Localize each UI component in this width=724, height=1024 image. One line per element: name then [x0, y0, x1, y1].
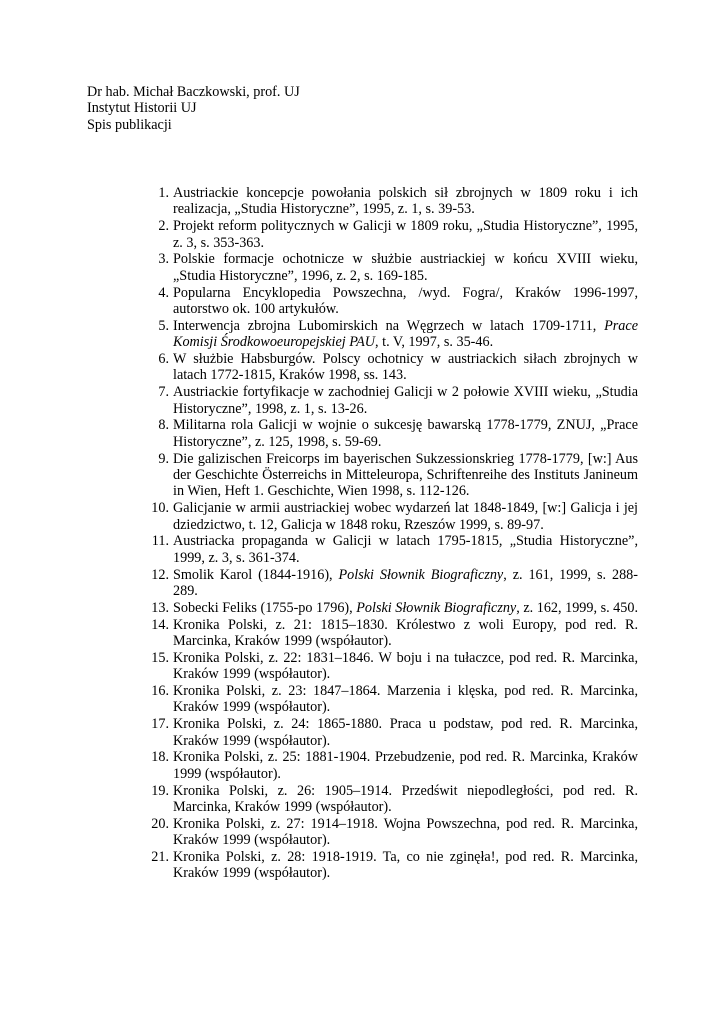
publication-number: 11.	[151, 533, 169, 550]
publication-text	[173, 716, 638, 748]
publication-text-segment: Militarna rola Galicji w wojnie o sukcesję bawarską 1778-1779, ZNUJ, „Prace Historyczne”, z. 125, 1998, s. 59-69.	[173, 417, 638, 450]
publication-text	[173, 849, 638, 881]
publication-text	[173, 351, 638, 383]
publication-number: 8.	[158, 417, 169, 434]
publication-number: 5.	[158, 317, 169, 334]
publication-text-segment: Austriackie koncepcje powołania polskich sił zbrojnych w 1809 roku i ich realizacja, „Studia Historyczne”, 1995, z. 1, s. 39-53.	[173, 185, 638, 218]
publication-item	[147, 500, 638, 533]
publication-text	[173, 384, 638, 416]
publication-text	[173, 617, 638, 649]
publication-text-segment: Interwencja zbrojna Lubomirskich na Węgrzech w latach 1709-1711,	[173, 317, 605, 334]
publication-item	[147, 816, 638, 849]
publication-number: 19.	[151, 782, 169, 799]
publication-text-segment: Kronika Polski, z. 28: 1918-1919. Ta, co nie zginęła!, pod red. R. Marcinka, Kraków 1999 (współautor).	[173, 849, 638, 882]
publication-text	[173, 285, 638, 317]
publication-number: 20.	[151, 815, 169, 832]
publication-text-segment: , z. 161, 1999, s. 288-289.	[173, 566, 639, 600]
publication-text-segment: Kronika Polski, z. 26: 1905–1914. Przedświt niepodległości, pod red. R. Marcinka, Kraków 1999 (współautor).	[173, 782, 638, 816]
publication-number: 6.	[158, 351, 169, 368]
publication-text-segment: Austriackie fortyfikacje w zachodniej Galicji w 2 połowie XVIII wieku, „Studia Historyczne”, 1998, z. 1, s. 13-26.	[173, 384, 638, 417]
publication-number: 21.	[151, 849, 169, 866]
publication-item	[147, 617, 638, 650]
publication-text	[173, 185, 638, 217]
publication-number: 12.	[151, 566, 169, 583]
publication-text-segment: Sobecki Feliks (1755-po 1796),	[173, 599, 357, 616]
publication-number: 4.	[158, 284, 169, 301]
publication-text-segment: Kronika Polski, z. 23: 1847–1864. Marzenia i klęska, pod red. R. Marcinka, Kraków 1999 (współautor).	[173, 683, 638, 716]
publication-item	[147, 185, 638, 218]
institute-name: Instytut Historii UJ	[87, 100, 197, 117]
publication-number: 3.	[158, 251, 169, 268]
publication-text	[173, 417, 638, 449]
publication-item	[147, 849, 638, 882]
publication-text	[173, 318, 638, 350]
publication-text	[173, 683, 638, 715]
publication-number: 13.	[151, 599, 169, 616]
publication-text	[173, 500, 638, 532]
publication-text	[173, 600, 638, 616]
publication-item	[147, 650, 638, 683]
publication-item	[147, 600, 638, 616]
publication-list	[147, 185, 638, 882]
publication-text-segment: Smolik Karol (1844-1916),	[173, 566, 339, 583]
document-header	[87, 84, 300, 133]
publication-text	[173, 816, 638, 848]
publication-number: 14.	[151, 616, 169, 633]
publication-item	[147, 251, 638, 284]
publication-number: 1.	[158, 185, 169, 201]
publication-text	[173, 218, 638, 250]
publication-text-segment: Galicjanie w armii austriackiej wobec wydarzeń lat 1848-1849, [w:] Galicja i jej dziedzictwo, t. 12, Galicja w 1848 roku, Rzeszów 1999, s. 89-97.	[173, 500, 638, 533]
publication-title-italic: Polski Słownik Biograficzny	[338, 566, 504, 583]
publication-text	[173, 749, 638, 781]
publication-item	[147, 218, 638, 251]
publication-text	[173, 251, 638, 283]
publication-text-segment: Die galizischen Freicorps im bayerischen Sukzessionskrieg 1778-1779, [w:] Aus der Geschichte Österreichs in Mitteleuropa, Schriftenreihe des Instituts Janineum in Wien, Heft 1. Geschichte, Wien 1998, s. 112-126.	[173, 450, 638, 500]
publication-text-segment: Popularna Encyklopedia Powszechna, /wyd. Fogra/, Kraków 1996-1997, autorstwo ok. 100 artykułów.	[173, 284, 638, 318]
publication-text	[173, 650, 638, 682]
publication-text	[173, 567, 638, 599]
publication-number: 18.	[151, 749, 169, 766]
section-title: Spis publikacji	[87, 116, 172, 133]
publication-number: 7.	[158, 384, 169, 401]
publication-item	[147, 451, 638, 500]
publication-number: 16.	[151, 683, 169, 700]
publication-text	[173, 533, 638, 565]
publication-title-italic: Polski Słownik Biograficzny	[356, 599, 517, 616]
publication-text	[173, 451, 638, 500]
publication-text-segment: Kronika Polski, z. 27: 1914–1918. Wojna Powszechna, pod red. R. Marcinka, Kraków 1999 (współautor).	[173, 815, 638, 849]
publication-text-segment: Polskie formacje ochotnicze w służbie austriackiej w końcu XVIII wieku, „Studia Historyczne”, 1996, z. 2, s. 169-185.	[173, 251, 638, 284]
publication-number: 15.	[151, 649, 169, 666]
publication-item	[147, 533, 638, 566]
publication-item	[147, 783, 638, 816]
publication-text-segment: Kronika Polski, z. 24: 1865-1880. Praca u podstaw, pod red. R. Marcinka, Kraków 1999 (współautor).	[173, 716, 638, 749]
publication-text-segment: Kronika Polski, z. 21: 1815–1830. Królestwo z woli Europy, pod red. R. Marcinka, Kraków 1999 (współautor).	[173, 616, 638, 650]
publication-number: 10.	[151, 500, 169, 517]
author-name: Dr hab. Michał Baczkowski, prof. UJ	[87, 84, 300, 100]
publication-item	[147, 318, 638, 351]
publication-text-segment: , z. 162, 1999, s. 450.	[516, 599, 639, 616]
publication-text-segment: Projekt reform politycznych w Galicji w 1809 roku, „Studia Historyczne”, 1995, z. 3, s. 353-363.	[173, 218, 638, 251]
publication-text-segment: W służbie Habsburgów. Polscy ochotnicy w austriackich siłach zbrojnych w latach 1772-1815, Kraków 1998, ss. 143.	[173, 351, 638, 384]
publication-number: 9.	[158, 450, 169, 467]
publication-text-segment: Kronika Polski, z. 25: 1881-1904. Przebudzenie, pod red. R. Marcinka, Kraków 1999 (współautor).	[173, 749, 638, 782]
publication-item	[147, 749, 638, 782]
publication-item	[147, 417, 638, 450]
publication-text-segment: , t. V, 1997, s. 35-46.	[375, 334, 494, 351]
publication-text-segment: Kronika Polski, z. 22: 1831–1846. W boju i na tułaczce, pod red. R. Marcinka, Kraków 1999 (współautor).	[173, 649, 638, 683]
publication-item	[147, 683, 638, 716]
publication-item	[147, 567, 638, 600]
publication-item	[147, 285, 638, 318]
publication-item	[147, 351, 638, 384]
publication-item	[147, 716, 638, 749]
publication-item	[147, 384, 638, 417]
publication-title-italic: Prace Komisji Środkowoeuropejskiej PAU	[173, 317, 638, 351]
publication-number: 17.	[151, 716, 169, 733]
publication-number: 2.	[158, 218, 169, 235]
publication-text	[173, 783, 638, 815]
publication-text-segment: Austriacka propaganda w Galicji w latach 1795-1815, „Studia Historyczne”, 1999, z. 3, s. 361-374.	[173, 533, 638, 566]
